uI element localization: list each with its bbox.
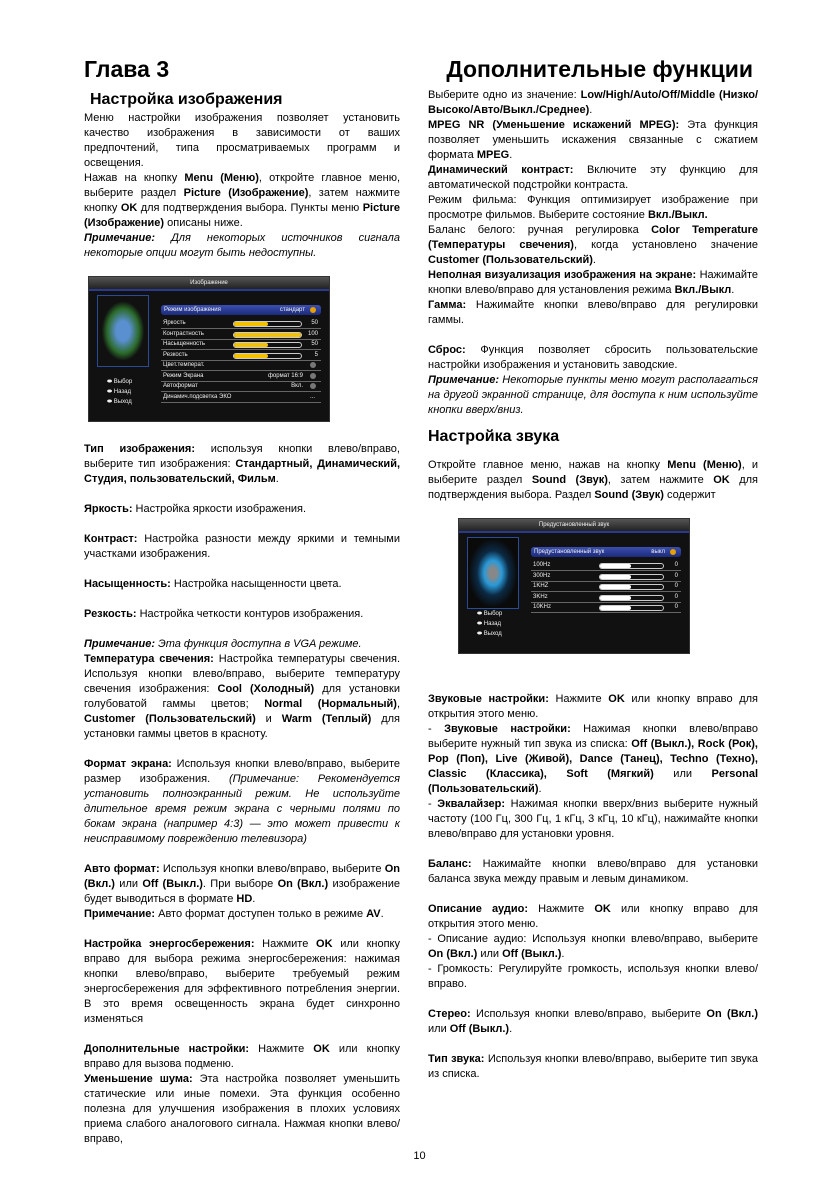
slider-bar bbox=[233, 332, 302, 338]
menu-row bbox=[161, 381, 321, 392]
bold-text: OK bbox=[594, 903, 611, 915]
bold-text: MPEG bbox=[476, 149, 510, 161]
slider-row bbox=[161, 329, 321, 340]
bold-text: Температура свечения: bbox=[84, 653, 214, 665]
paragraph bbox=[428, 902, 758, 932]
paragraph bbox=[428, 88, 758, 118]
paragraph bbox=[428, 193, 758, 223]
menu-row bbox=[161, 371, 321, 382]
text: или кнопку вправо для вызова подменю. bbox=[84, 1043, 400, 1070]
text: Эта настройка позволяет уменьшить статические или иные помехи. Эта функция особенно полезна для улучшения изображения в плохих условиях приема слабого аналогового сигнала. Нажмая кнопки влево/вправо, bbox=[84, 1073, 400, 1145]
text: Откройте главное меню, нажав на кнопку bbox=[428, 459, 668, 471]
text: Авто формат доступен только в режиме bbox=[155, 908, 367, 920]
bold-text: Вкл./Выкл. bbox=[647, 209, 708, 221]
nav-hint: ⬬ Выход bbox=[107, 399, 132, 405]
text: Нажмите bbox=[254, 938, 317, 950]
right-column-body bbox=[428, 692, 758, 1082]
text: Используя кнопки влево/вправо, выберите тип звука из списка. bbox=[428, 1053, 758, 1080]
slider-label: 100Hz bbox=[533, 562, 551, 568]
paragraph bbox=[428, 932, 758, 962]
paragraph bbox=[84, 532, 400, 562]
paragraph bbox=[428, 373, 758, 418]
paragraph bbox=[428, 962, 758, 992]
bold-text: On (Вкл.) bbox=[428, 948, 478, 960]
slider-bar bbox=[233, 353, 302, 359]
slider-label: 1KHZ bbox=[533, 583, 549, 589]
slider-row bbox=[531, 571, 681, 582]
paragraph bbox=[428, 458, 758, 503]
paragraph bbox=[428, 298, 758, 328]
row-value: Вкл. bbox=[291, 383, 303, 389]
chapter-number: Глава 3 bbox=[84, 56, 170, 82]
bold-text: On (Вкл.) bbox=[706, 1008, 758, 1020]
text: Настройка температуры свечения. Используя кнопки влево/вправо, выберите температуру свечения изображения: bbox=[84, 653, 400, 695]
section-heading-sound: Настройка звука bbox=[428, 428, 560, 445]
page-number: 10 bbox=[413, 1150, 426, 1162]
text: Используя кнопки влево/вправо, выберите размер изображения. bbox=[84, 758, 401, 785]
slider-value: 0 bbox=[674, 562, 678, 568]
paragraph bbox=[84, 577, 400, 592]
text: Настройка яркости изображения. bbox=[132, 503, 307, 515]
text: используя кнопки влево/вправо, выберите тип изображения: bbox=[84, 443, 400, 470]
nav-hint: ⬬ Выход bbox=[477, 631, 502, 637]
paragraph-group bbox=[84, 111, 400, 261]
bold-text: Примечание: bbox=[84, 638, 156, 650]
text: Нажмите bbox=[249, 1043, 314, 1055]
text: . bbox=[731, 284, 735, 296]
paragraph-group bbox=[84, 502, 400, 517]
paragraph bbox=[84, 111, 400, 171]
text: , затем нажмите bbox=[607, 474, 714, 486]
row-value: стандарт bbox=[279, 307, 305, 313]
paragraph bbox=[84, 937, 400, 1027]
text: - bbox=[428, 723, 445, 735]
text: . При выборе bbox=[202, 878, 278, 890]
bold-text: Неполная визуализация изображения на экране: bbox=[428, 269, 697, 281]
text: Используя кнопки влево/вправо, выберите bbox=[159, 863, 385, 875]
bold-text: Стерео: bbox=[428, 1008, 471, 1020]
bold-text: Яркость: bbox=[84, 503, 133, 515]
row-label: Цвет.температ. bbox=[163, 362, 205, 368]
row-value: формат 16:9 bbox=[267, 372, 303, 379]
bold-text: Авто формат: bbox=[84, 863, 160, 875]
picture-menu-screenshot bbox=[88, 276, 330, 422]
text: или bbox=[428, 1023, 450, 1035]
slider-fill bbox=[600, 606, 632, 610]
slider-label: 3KHz bbox=[533, 593, 548, 600]
paragraph-group bbox=[428, 857, 758, 887]
slider-value: 0 bbox=[674, 604, 678, 610]
bold-text: Picture (Изображение) bbox=[84, 202, 400, 229]
paragraph bbox=[428, 1052, 758, 1082]
slider-label: 10KHz bbox=[533, 604, 552, 610]
paragraph bbox=[84, 757, 400, 847]
paragraph-group bbox=[84, 862, 400, 922]
paragraph-group bbox=[428, 902, 758, 992]
text: для подтверждения выбора. Пункты меню bbox=[137, 202, 363, 214]
text: содержит bbox=[663, 489, 716, 501]
bold-text: Стандартный, Динамический, Студия, пользовательский, Фильм bbox=[84, 458, 401, 485]
row-label: Режим Экрана bbox=[163, 372, 204, 379]
slider-fill bbox=[600, 596, 632, 600]
bold-text: Звуковые настройки: bbox=[444, 723, 571, 735]
italic-text: Для некоторых источников сигнала некоторые опции могут быть недоступны. bbox=[84, 232, 400, 259]
picture-intro bbox=[84, 111, 400, 261]
bold-text: Picture (Изображение) bbox=[183, 187, 309, 199]
slider-row bbox=[531, 560, 681, 571]
slider-bar bbox=[233, 321, 302, 327]
row-label: Предустановленный звук bbox=[534, 549, 605, 555]
text: для установки гаммы цветов в красноту. bbox=[84, 713, 400, 740]
slider-label: Яркость bbox=[163, 320, 186, 326]
row-label: Режим изображения bbox=[164, 307, 221, 313]
bold-text: Тип звука: bbox=[428, 1053, 485, 1065]
bold-text: OK bbox=[608, 693, 625, 705]
slider-value: 50 bbox=[311, 341, 318, 347]
slider-fill bbox=[234, 322, 268, 326]
menu-row bbox=[161, 392, 321, 403]
text: . bbox=[380, 908, 384, 920]
bold-text: Резкость: bbox=[84, 608, 137, 620]
paragraph-group bbox=[428, 692, 758, 842]
paragraph bbox=[428, 797, 758, 842]
text: . bbox=[275, 473, 279, 485]
bold-text: Warm (Теплый) bbox=[281, 713, 372, 725]
text: Нажимайте кнопки влево/вправо для регулировки гаммы. bbox=[428, 299, 758, 326]
bold-text: On (Вкл.) bbox=[277, 878, 329, 890]
slider-bar bbox=[233, 342, 302, 348]
bold-text: Вкл./Выкл bbox=[674, 284, 732, 296]
slider-fill bbox=[600, 564, 632, 568]
text: Нажмите bbox=[548, 693, 609, 705]
bold-text: AV bbox=[366, 908, 381, 920]
bold-text: Personal (Пользовательский) bbox=[428, 768, 758, 795]
bold-text: Описание аудио: bbox=[428, 903, 529, 915]
text: , когда установлено значение bbox=[573, 239, 758, 251]
slider-value: 0 bbox=[674, 572, 678, 579]
text: . bbox=[509, 1023, 513, 1035]
text: Функция позволяет сбросить пользовательские настройки изображения и установить заводские. bbox=[428, 344, 758, 371]
bold-text: Off (Выкл.) bbox=[449, 1023, 510, 1035]
text: или кнопку вправо для открытия этого меню. bbox=[428, 903, 758, 930]
text: Нажимая кнопки вверх/вниз выберите нужный частоту (100 Гц, 300 Гц, 1 кГц, 3 кГц, 10 кГц), нажимайте кнопки влево/вправо для установки уровня. bbox=[428, 798, 758, 840]
italic-text: Некоторые пункты меню могут располагаться на другой экранной странице, для доступа к ним используйте кнопки вверх/вниз. bbox=[428, 374, 758, 416]
paragraph bbox=[428, 692, 758, 722]
italic-text: Эта функция доступна в VGA режиме. bbox=[155, 638, 362, 650]
paragraph-group bbox=[428, 458, 758, 503]
text: - Громкость: Регулируйте громкость, используя кнопки влево/вправо. bbox=[428, 963, 758, 990]
slider-label: Насыщенность bbox=[163, 341, 206, 347]
paragraph-group bbox=[428, 88, 758, 328]
option-icon bbox=[310, 307, 316, 313]
text: или кнопку вправо для открытия этого меню. bbox=[428, 693, 758, 720]
bold-text: Off (Выкл.) bbox=[142, 878, 203, 890]
text: Настройка четкости контуров изображения. bbox=[136, 608, 364, 620]
text: Баланс белого: ручная регулировка bbox=[428, 224, 652, 236]
text: Настройка насыщенности цвета. bbox=[170, 578, 342, 590]
text: . bbox=[538, 783, 542, 795]
slider-label: Резкость bbox=[163, 351, 188, 358]
menu-preview-image bbox=[467, 537, 519, 609]
text: или bbox=[477, 948, 503, 960]
paragraph bbox=[428, 343, 758, 373]
text: . bbox=[509, 149, 513, 161]
bold-text: OK bbox=[713, 474, 730, 486]
slider-value: 5 bbox=[314, 351, 318, 358]
text: для подтверждения выбора. Раздел bbox=[428, 474, 758, 501]
bold-text: Sound (Звук) bbox=[531, 474, 608, 486]
text: или bbox=[653, 768, 712, 780]
paragraph bbox=[84, 171, 400, 231]
paragraph-group bbox=[84, 1042, 400, 1147]
slider-bar bbox=[599, 584, 664, 590]
paragraph-group bbox=[428, 343, 758, 418]
row-value: выкл bbox=[651, 549, 665, 555]
bold-text: Дополнительные настройки: bbox=[84, 1043, 250, 1055]
section-heading-picture: Настройка изображения bbox=[90, 91, 283, 108]
text: . bbox=[252, 893, 256, 905]
paragraph-group bbox=[84, 637, 400, 742]
bold-text: Off (Выкл.), Rock (Рок), Pop (Поп), Live (Живой), Dance (Танец), Techno (Техно), Classic (Классика), Soft (Мягкий) bbox=[428, 738, 758, 780]
bold-text: MPEG NR (Уменьшение искажений MPEG): bbox=[428, 119, 680, 131]
paragraph bbox=[428, 857, 758, 887]
slider-fill bbox=[234, 354, 268, 358]
text: , откройте главное меню, выберите раздел bbox=[84, 172, 400, 199]
bold-text: Sound (Звук) bbox=[594, 489, 664, 501]
paragraph bbox=[84, 442, 400, 487]
text: или кнопку вправо для выбора режима энергосбережения: нажимая кнопки влево/вправо, выберите требуемый режим энергосбережения для эффективного потребления энергии. В это время освещенность экрана будет синхронно изменяться bbox=[84, 938, 400, 1025]
slider-bar bbox=[599, 574, 664, 580]
paragraph bbox=[428, 1007, 758, 1037]
text: . bbox=[589, 104, 593, 116]
text: Используя кнопки влево/вправо, выберите bbox=[470, 1008, 707, 1020]
sound-intro bbox=[428, 458, 758, 503]
paragraph bbox=[84, 907, 400, 922]
slider-value: 50 bbox=[311, 320, 318, 326]
picture-settings-continued bbox=[428, 88, 758, 418]
text: для установки голубоватой гаммы цветов; bbox=[84, 683, 400, 710]
menu-row bbox=[161, 360, 321, 371]
slider-bar bbox=[599, 595, 664, 601]
text: и bbox=[255, 713, 282, 725]
text: Нажав на кнопку bbox=[84, 172, 185, 184]
bold-text: OK bbox=[120, 202, 138, 214]
paragraph-group bbox=[84, 937, 400, 1027]
row-label: Автоформат bbox=[163, 383, 198, 389]
slider-fill bbox=[234, 343, 268, 347]
row-value: ... bbox=[309, 393, 315, 400]
bold-text: Off (Выкл.) bbox=[502, 948, 562, 960]
bold-text: Customer (Пользовательский) bbox=[84, 713, 256, 725]
bold-text: Баланс: bbox=[428, 858, 472, 870]
text: Нажимайте кнопки влево/вправо для установления режима bbox=[428, 269, 758, 296]
text: , bbox=[396, 698, 400, 710]
bold-text: Настройка энергосбережения: bbox=[84, 938, 255, 950]
paragraph-group bbox=[84, 442, 400, 487]
bold-text: Контраст: bbox=[84, 533, 138, 545]
slider-row bbox=[161, 318, 321, 329]
slider-value: 0 bbox=[674, 583, 678, 589]
option-icon bbox=[310, 373, 316, 379]
menu-title: Изображение bbox=[89, 277, 329, 291]
bold-text: Color Temperature (Температуры свечения) bbox=[428, 224, 759, 251]
row-label: Динамич.подсветка ЭКО bbox=[163, 393, 232, 400]
right-column bbox=[428, 88, 758, 1097]
text: Режим фильма: Функция оптимизирует изображение при просмотре фильмов. Выберите состояние bbox=[428, 194, 758, 221]
chapter-title: Дополнительные функции bbox=[446, 56, 753, 82]
text: Настройка разности между яркими и темными участками изображения. bbox=[84, 533, 400, 560]
bold-text: Customer (Пользовательский) bbox=[428, 254, 593, 266]
text: - bbox=[428, 798, 438, 810]
bold-text: Насыщенность: bbox=[84, 578, 171, 590]
bold-text: Формат экрана: bbox=[84, 758, 172, 770]
text: Выберите одно из значение: bbox=[428, 89, 581, 101]
text: изображение будет выводиться в формате bbox=[84, 878, 400, 905]
paragraph bbox=[84, 637, 400, 652]
paragraph bbox=[428, 722, 758, 797]
slider-label: 300Hz bbox=[533, 572, 551, 579]
paragraph bbox=[84, 652, 400, 742]
slider-bar bbox=[599, 563, 664, 569]
bold-text: Гамма: bbox=[428, 299, 467, 311]
paragraph bbox=[428, 163, 758, 193]
slider-row bbox=[161, 339, 321, 350]
paragraph-group bbox=[84, 757, 400, 847]
bold-text: Normal (Нормальный) bbox=[264, 698, 397, 710]
nav-hint: ⬬ Выбор bbox=[107, 379, 133, 385]
text: описаны ниже. bbox=[164, 217, 243, 229]
bold-text: Low/High/Auto/Off/Middle (Низко/Высоко/Авто/Выкл./Среднее) bbox=[428, 89, 759, 116]
slider-label: Контрастность bbox=[163, 330, 204, 337]
paragraph-group bbox=[84, 532, 400, 562]
paragraph bbox=[84, 1072, 400, 1147]
left-column bbox=[84, 92, 400, 1162]
slider-bar bbox=[599, 605, 664, 611]
text: Эта функция позволяет уменьшить искажения связанные с сжатием формата bbox=[428, 119, 758, 161]
paragraph-group bbox=[428, 1007, 758, 1037]
paragraph bbox=[428, 268, 758, 298]
text: , и выберите раздел bbox=[428, 459, 759, 486]
slider-row bbox=[161, 350, 321, 361]
bold-text: Звуковые настройки: bbox=[428, 693, 549, 705]
text: Нажмите bbox=[528, 903, 595, 915]
paragraph bbox=[84, 502, 400, 517]
paragraph bbox=[84, 1042, 400, 1072]
slider-fill bbox=[234, 333, 301, 337]
bold-text: Динамический контраст: bbox=[428, 164, 574, 176]
text: . bbox=[592, 254, 596, 266]
text: , затем нажмите кнопку bbox=[84, 187, 400, 214]
paragraph bbox=[84, 607, 400, 622]
selected-menu-row bbox=[161, 305, 321, 315]
italic-text: (Примечание: Рекомендуется установить полноэкранный режим. Не используйте длительное время режим экрана с черными полями по бокам экрана (например 4:3) — это может привести к неисправимому повреждению телевизора) bbox=[84, 773, 400, 845]
nav-hint: ⬬ Назад bbox=[107, 389, 131, 395]
text: Нажимая кнопки влево/вправо выберите нужный тип звука из списка: bbox=[428, 723, 758, 750]
paragraph bbox=[84, 231, 400, 261]
paragraph bbox=[84, 862, 400, 907]
bold-text: On (Вкл.) bbox=[84, 863, 401, 890]
bold-text: Тип изображения: bbox=[84, 443, 196, 455]
slider-fill bbox=[600, 575, 632, 579]
nav-hint: ⬬ Выбор bbox=[477, 611, 503, 617]
text: Нажимайте кнопки влево/вправо для установки баланса звука между правым и левым динамиком. bbox=[428, 858, 758, 885]
bold-text: OK bbox=[316, 938, 333, 950]
text: Включите эту функцию для автоматической подстройки контраста. bbox=[428, 164, 758, 191]
bold-text: HD bbox=[236, 893, 253, 905]
bold-text: Примечание: bbox=[84, 232, 156, 244]
bold-text: Menu (Меню) bbox=[184, 172, 259, 184]
paragraph-group bbox=[428, 1052, 758, 1082]
menu-title: Предустановленный звук bbox=[459, 519, 689, 533]
paragraph-group bbox=[84, 607, 400, 622]
slider-value: 100 bbox=[307, 330, 318, 337]
option-icon bbox=[310, 383, 316, 389]
bold-text: Cool (Холодный) bbox=[217, 683, 315, 695]
selected-menu-row bbox=[531, 547, 681, 557]
paragraph bbox=[428, 118, 758, 163]
sound-menu-screenshot bbox=[458, 518, 690, 654]
bold-text: Эквалайзер: bbox=[437, 798, 506, 810]
bold-text: Уменьшение шума: bbox=[84, 1073, 193, 1085]
slider-row bbox=[531, 592, 681, 603]
option-icon bbox=[310, 362, 316, 368]
bold-text: OK bbox=[313, 1043, 330, 1055]
text: или bbox=[114, 878, 143, 890]
slider-value: 0 bbox=[674, 593, 678, 600]
slider-row bbox=[531, 602, 681, 613]
bold-text: Примечание: bbox=[84, 908, 156, 920]
text: . bbox=[561, 948, 565, 960]
nav-hint: ⬬ Назад bbox=[477, 621, 501, 627]
bold-text: Сброс: bbox=[428, 344, 466, 356]
paragraph bbox=[428, 223, 758, 268]
bold-text: Menu (Меню) bbox=[667, 459, 742, 471]
menu-preview-image bbox=[97, 295, 149, 367]
slider-row bbox=[531, 581, 681, 592]
text: - Описание аудио: Используя кнопки влево/вправо, выберите bbox=[428, 933, 758, 945]
option-icon bbox=[670, 549, 676, 555]
text: Меню настройки изображения позволяет установить качество изображения в зависимости от ваших предпочтений, типа просматриваемых программ и освещения. bbox=[84, 112, 400, 169]
slider-fill bbox=[600, 585, 632, 589]
paragraph-group bbox=[84, 577, 400, 592]
left-column-body bbox=[84, 442, 400, 1147]
bold-text: Примечание: bbox=[428, 374, 500, 386]
